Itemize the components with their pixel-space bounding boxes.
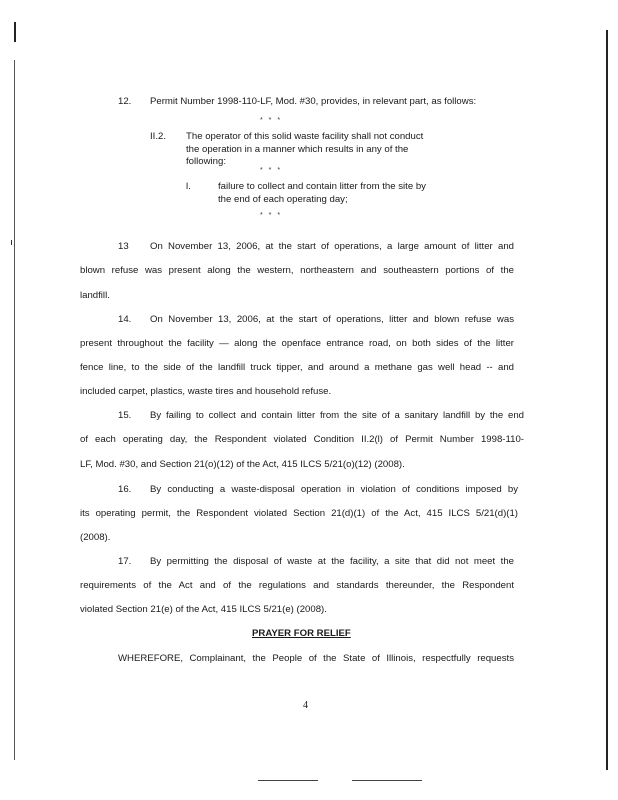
item-line: failure to collect and contain litter from the site by xyxy=(218,181,426,192)
para17-line: By permitting the disposal of waste at the facility, a site that did not meet the xyxy=(150,556,514,567)
clause-line: The operator of this solid waste facility shall not conduct xyxy=(186,131,424,142)
para16-line: (2008). xyxy=(80,532,111,543)
quote-marker: * * * xyxy=(260,212,283,219)
para15-line: of each operating day, the Respondent violated Condition II.2(l) of Permit Number 1998-110- xyxy=(80,434,524,445)
scan-edge-left-top xyxy=(14,22,16,42)
scan-mark xyxy=(11,240,12,245)
para13-line: blown refuse was present along the western, northeastern and southeastern portions of the xyxy=(80,265,514,276)
para14-line: present throughout the facility — along the openface entrance road, on both sides of the litter xyxy=(80,338,514,349)
para13-line: landfill. xyxy=(80,290,110,301)
clause-line: the operation in a manner which results in any of the xyxy=(186,144,409,155)
para12-text: Permit Number 1998-110-LF, Mod. #30, provides, in relevant part, as follows: xyxy=(150,96,477,107)
para13-line: On November 13, 2006, at the start of operations, a large amount of litter and xyxy=(150,241,514,252)
scan-edge-right xyxy=(606,30,608,770)
para14-line: included carpet, plastics, waste tires and household refuse. xyxy=(80,386,332,397)
para15-line: LF, Mod. #30, and Section 21(o)(12) of the Act, 415 ILCS 5/21(o)(12) (2008). xyxy=(80,459,405,470)
para16-line: its operating permit, the Respondent violated Section 21(d)(1) of the Act, 415 ILCS 5/21(d)(1) xyxy=(80,508,518,519)
para12-number: 12. xyxy=(118,96,132,107)
para17-line: violated Section 21(e) of the Act, 415 ILCS 5/21(e) (2008). xyxy=(80,604,327,615)
para17-line: requirements of the Act and of the regulations and standards thereunder, the Respondent xyxy=(80,580,514,591)
scan-edge-left xyxy=(14,60,15,760)
para14-line: On November 13, 2006, at the start of operations, litter and blown refuse was xyxy=(150,314,514,325)
wherefore-line: WHEREFORE, Complainant, the People of the State of Illinois, respectfully requests xyxy=(118,653,514,664)
quote-marker: * * * xyxy=(260,117,283,124)
page-number: 4 xyxy=(303,700,308,711)
item-letter: l. xyxy=(186,181,191,192)
scan-edge-bottom xyxy=(258,780,318,781)
para16-number: 16. xyxy=(118,484,132,495)
prayer-heading: PRAYER FOR RELIEF xyxy=(252,628,351,639)
scan-edge-bottom xyxy=(352,780,422,781)
clause-line: following: xyxy=(186,156,226,167)
item-line: the end of each operating day; xyxy=(218,194,348,205)
clause-number: II.2. xyxy=(150,131,166,142)
quote-marker: * * * xyxy=(260,167,283,174)
para14-line: fence line, to the side of the landfill truck tipper, and around a methane gas well head -- and xyxy=(80,362,514,373)
para14-number: 14. xyxy=(118,314,132,325)
para13-number: 13 xyxy=(118,241,129,252)
para15-line: By failing to collect and contain litter from the site of a sanitary landfill by the end xyxy=(150,410,524,421)
para17-number: 17. xyxy=(118,556,132,567)
para15-number: 15. xyxy=(118,410,132,421)
para16-line: By conducting a waste-disposal operation in violation of conditions imposed by xyxy=(150,484,518,495)
